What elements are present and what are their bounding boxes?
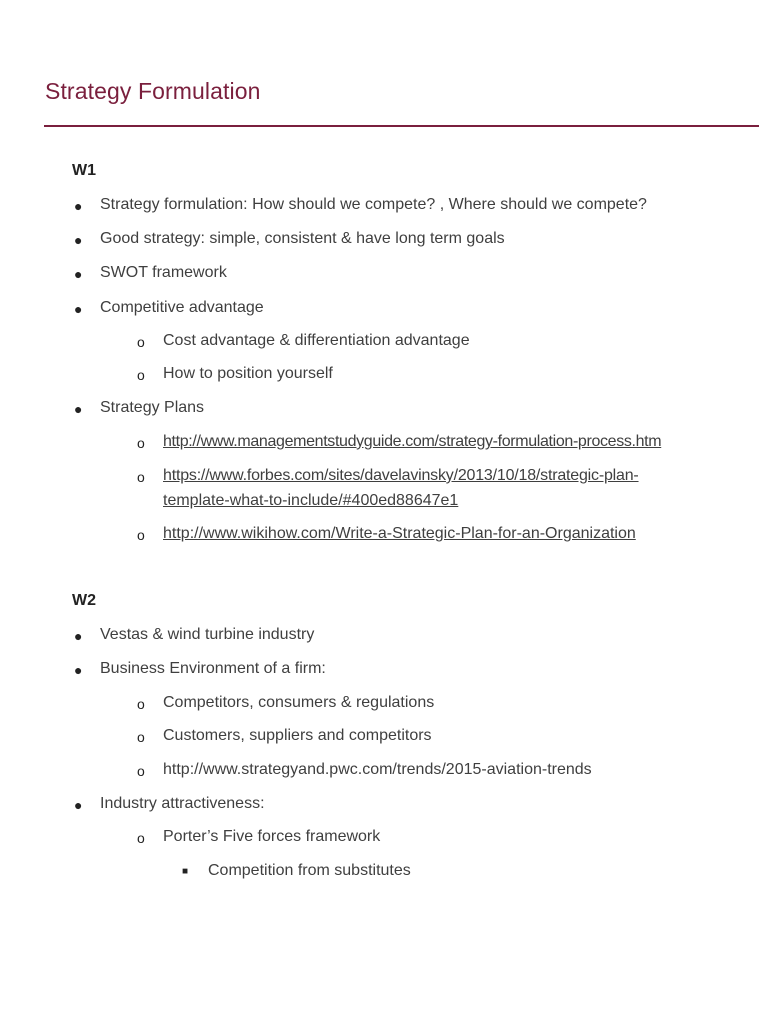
- list-item: SWOT framework: [100, 264, 227, 281]
- bullet-icon: ●: [74, 198, 83, 214]
- sub-list-item: http://www.strategyand.pwc.com/trends/2015-aviation-trends: [163, 761, 592, 778]
- circle-bullet-icon: o: [137, 435, 145, 451]
- list-item: Vestas & wind turbine industry: [100, 626, 315, 643]
- square-bullet-icon: ■: [182, 866, 189, 877]
- sub-list-item: How to position yourself: [163, 365, 333, 382]
- circle-bullet-icon: o: [137, 696, 145, 712]
- sub-list-item: Competitors, consumers & regulations: [163, 694, 435, 711]
- circle-bullet-icon: o: [137, 729, 145, 745]
- bullet-icon: ●: [74, 628, 83, 644]
- link-forbes-line1[interactable]: https://www.forbes.com/sites/davelavinsky/2013/10/18/strategic-plan-: [163, 467, 639, 484]
- bullet-icon: ●: [74, 797, 83, 813]
- bullet-icon: ●: [74, 662, 83, 678]
- circle-bullet-icon: o: [137, 469, 145, 485]
- section-heading-w2: W2: [72, 592, 96, 609]
- circle-bullet-icon: o: [137, 830, 145, 846]
- circle-bullet-icon: o: [137, 763, 145, 779]
- bullet-icon: ●: [74, 401, 83, 417]
- page-title: Strategy Formulation: [45, 78, 261, 104]
- circle-bullet-icon: o: [137, 334, 145, 350]
- title-divider: [44, 125, 759, 127]
- link-forbes-line2[interactable]: template-what-to-include/#400ed88647e1: [163, 492, 459, 509]
- list-item: Strategy formulation: How should we compete? , Where should we compete?: [100, 196, 647, 213]
- link-wikihow[interactable]: http://www.wikihow.com/Write-a-Strategic-Plan-for-an-Organization: [163, 525, 636, 542]
- sub-list-item: Customers, suppliers and competitors: [163, 727, 432, 744]
- sub-sub-list-item: Competition from substitutes: [208, 862, 411, 879]
- bullet-icon: ●: [74, 232, 83, 248]
- section-heading-w1: W1: [72, 162, 96, 179]
- circle-bullet-icon: o: [137, 367, 145, 383]
- link-managementstudyguide[interactable]: http://www.managementstudyguide.com/strategy-formulation-process.htm: [163, 433, 662, 450]
- list-item: Competitive advantage: [100, 299, 264, 316]
- sub-list-item: Porter’s Five forces framework: [163, 828, 381, 845]
- bullet-icon: ●: [74, 301, 83, 317]
- circle-bullet-icon: o: [137, 527, 145, 543]
- bullet-icon: ●: [74, 266, 83, 282]
- list-item: Business Environment of a firm:: [100, 660, 326, 677]
- list-item: Strategy Plans: [100, 399, 205, 416]
- list-item: Good strategy: simple, consistent & have long term goals: [100, 230, 505, 247]
- list-item: Industry attractiveness:: [100, 795, 265, 812]
- sub-list-item: Cost advantage & differentiation advantage: [163, 332, 470, 349]
